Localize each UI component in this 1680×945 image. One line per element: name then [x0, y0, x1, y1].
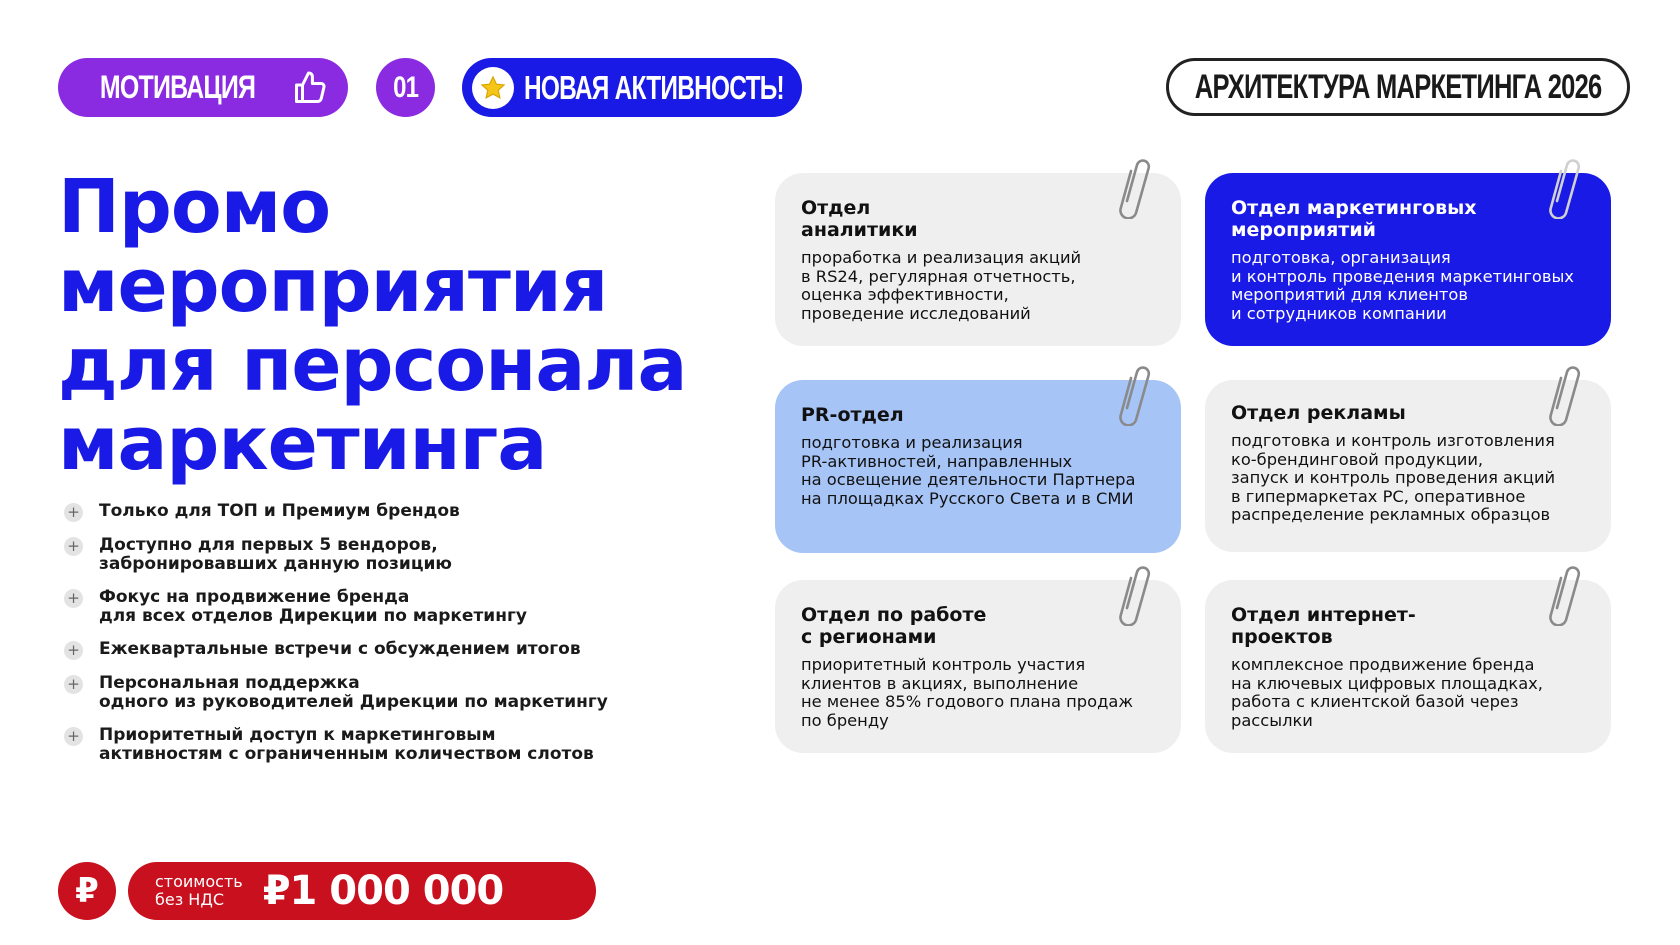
list-item [64, 536, 704, 574]
card-title: Отдел интернет- проектов [1231, 604, 1416, 648]
card-description: проработка и реализация акций в RS24, регулярная отчетность, оценка эффективности, проведение исследований [801, 248, 1082, 323]
list-item-text: Приоритетный доступ к маркетинговым активностям с ограниченным количеством слотов [99, 725, 594, 764]
price-value: ₽1 000 000 [262, 868, 504, 914]
paperclip-icon [1115, 364, 1151, 426]
card-title: Отдел маркетинговых мероприятий [1231, 197, 1477, 241]
architecture-label: АРХИТЕКТУРА МАРКЕТИНГА 2026 [1194, 67, 1602, 106]
plus-icon: + [64, 537, 83, 556]
section-number [376, 58, 435, 117]
department-card-regions [775, 580, 1181, 753]
paperclip-icon [1545, 564, 1581, 626]
list-item [64, 502, 704, 522]
plus-icon: + [64, 675, 83, 694]
card-description: приоритетный контроль участия клиентов в акциях, выполнение не менее 85% годового плана продаж по бренду [801, 655, 1134, 730]
list-item-text: Персональная поддержка одного из руководителей Дирекции по маркетингу [99, 673, 608, 712]
ruble-icon [58, 862, 116, 920]
list-item [64, 640, 704, 660]
section-number-text: 01 [392, 70, 419, 104]
title-line: маркетинга [58, 401, 547, 487]
benefits-list [64, 502, 704, 778]
new-activity-badge [462, 58, 802, 117]
list-item [64, 726, 704, 764]
card-description: подготовка и контроль изготовления ко-брендинговой продукции, запуск и контроль проведения акций в гипермаркетах РС, оперативное распределение рекламных образцов [1231, 431, 1556, 524]
list-item [64, 674, 704, 712]
motivation-badge [58, 58, 348, 117]
card-description: комплексное продвижение бренда на ключевых цифровых площадках, работа с клиентской базой через рассылки [1231, 655, 1543, 730]
architecture-badge [1166, 58, 1630, 116]
card-title: PR-отдел [801, 404, 904, 426]
list-item [64, 588, 704, 626]
price-badge [128, 862, 596, 920]
new-activity-label: НОВАЯ АКТИВНОСТЬ! [524, 68, 784, 106]
paperclip-icon [1115, 564, 1151, 626]
card-description: подготовка и реализация PR-активностей, направленных на освещение деятельности Партнера на площадках Русского Света и в СМИ [801, 433, 1136, 508]
paperclip-icon [1115, 157, 1151, 219]
list-item-text: Доступно для первых 5 вендоров, забронировавших данную позицию [99, 535, 452, 574]
list-item-text: Фокус на продвижение бренда для всех отделов Дирекции по маркетингу [99, 587, 527, 626]
department-card-pr [775, 380, 1181, 553]
card-title: Отдел аналитики [801, 197, 918, 241]
title-line: для персонала [58, 322, 687, 408]
plus-icon: + [64, 589, 83, 608]
title-line: мероприятия [58, 243, 608, 329]
department-card-analytics [775, 173, 1181, 346]
card-title: Отдел рекламы [1231, 402, 1406, 424]
page-title [58, 164, 718, 487]
price-label: стоимость без НДС [155, 872, 243, 909]
title-line: Промо [58, 164, 331, 250]
department-card-internet [1205, 580, 1611, 753]
plus-icon: + [64, 503, 83, 522]
plus-icon: + [64, 727, 83, 746]
list-item-text: Ежеквартальные встречи с обсуждением итогов [99, 639, 581, 659]
motivation-label: МОТИВАЦИЯ [100, 69, 256, 105]
thumbs-up-icon [292, 70, 328, 106]
paperclip-icon [1545, 157, 1581, 219]
ruble-symbol: ₽ [75, 871, 99, 911]
list-item-text: Только для ТОП и Премиум брендов [99, 501, 460, 521]
department-card-events [1205, 173, 1611, 346]
card-title: Отдел по работе с регионами [801, 604, 987, 648]
plus-icon: + [64, 641, 83, 660]
paperclip-icon [1545, 364, 1581, 426]
card-description: подготовка, организация и контроль проведения маркетинговых мероприятий для клиентов и сотрудников компании [1231, 248, 1574, 323]
star-icon [472, 67, 514, 109]
department-card-advertising [1205, 380, 1611, 552]
